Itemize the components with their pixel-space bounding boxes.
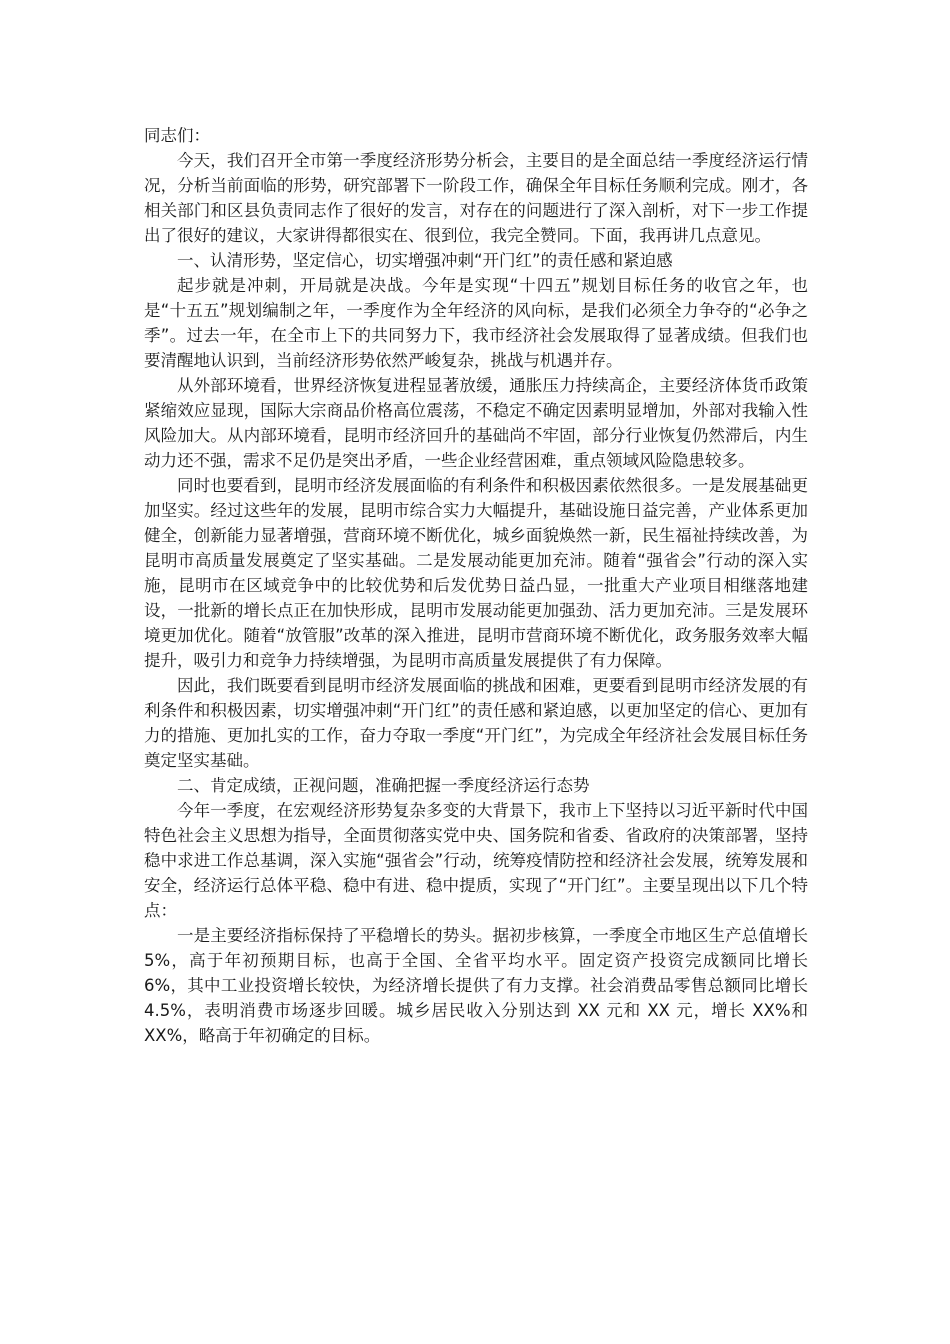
- paragraph-opening: 今天，我们召开全市第一季度经济形势分析会，主要目的是全面总结一季度经济运行情况，分析当前面临的形势，研究部署下一阶段工作，确保全年目标任务顺利完成。刚才，各相关部门和区县负责同志作了很好的发言，对存在的问题进行了深入剖析，对下一步工作提出了很好的建议，大家讲得都很实在、很到位，我完全赞同。下面，我再讲几点意见。: [144, 151, 808, 245]
- paragraph-start: 起步就是冲刺，开局就是决战。今年是实现“十四五”规划目标任务的收官之年，也是“十五五”规划编制之年，一季度作为全年经济的风向标，是我们必须全力争夺的“必争之季”。过去一年，在全市上下的共同努力下，我市经济社会发展取得了显著成绩。但我们也要清醒地认识到，当前经济形势依然严峻复杂，挑战与机遇并存。: [144, 276, 808, 370]
- salutation: 同志们：: [144, 126, 210, 145]
- section-heading-2: 二、肯定成绩，正视问题，准确把握一季度经济运行态势: [177, 776, 590, 795]
- paragraph-indicators: 一是主要经济指标保持了平稳增长的势头。据初步核算，一季度全市地区生产总值增长 5%，高于年初预期目标，也高于全国、全省平均水平。固定资产投资完成额同比增长 6%，其中工业投资增长较快，为经济增长提供了有力支撑。社会消费品零售总额同比增长 4.5%，表明消费市场逐步回暖。城乡居民收入分别达到 XX 元和 XX 元，增长 XX%和 XX%，略高于年初确定的目标。: [144, 926, 808, 1045]
- paragraph-first-quarter: 今年一季度，在宏观经济形势复杂多变的大背景下，我市上下坚持以习近平新时代中国特色社会主义思想为指导，全面贯彻落实党中央、国务院和省委、省政府的决策部署，坚持稳中求进工作总基调，深入实施“强省会”行动，统筹疫情防控和经济社会发展，统筹发展和安全，经济运行总体平稳、稳中有进、稳中提质，实现了“开门红”。主要呈现出以下几个特点：: [144, 801, 808, 920]
- section-heading-1: 一、认清形势，坚定信心，切实增强冲刺“开门红”的责任感和紧迫感: [177, 251, 673, 270]
- paragraph-favorable-conditions: 同时也要看到，昆明市经济发展面临的有利条件和积极因素依然很多。一是发展基础更加坚实。经过这些年的发展，昆明市综合实力大幅提升，基础设施日益完善，产业体系更加健全，创新能力显著增强，营商环境不断优化，城乡面貌焕然一新，民生福祉持续改善，为昆明市高质量发展奠定了坚实基础。二是发展动能更加充沛。随着“强省会”行动的深入实施，昆明市在区域竞争中的比较优势和后发优势日益凸显，一批重大产业项目相继落地建设，一批新的增长点正在加快形成，昆明市发展动能更加强劲、活力更加充沛。三是发展环境更加优化。随着“放管服”改革的深入推进，昆明市营商环境不断优化，政务服务效率大幅提升，吸引力和竞争力持续增强，为昆明市高质量发展提供了有力保障。: [144, 476, 808, 670]
- document-body: [144, 123, 808, 1048]
- paragraph-conclusion-1: 因此，我们既要看到昆明市经济发展面临的挑战和困难，更要看到昆明市经济发展的有利条件和积极因素，切实增强冲刺“开门红”的责任感和紧迫感，以更加坚定的信心、更加有力的措施、更加扎实的工作，奋力夺取一季度“开门红”，为完成全年经济社会发展目标任务奠定坚实基础。: [144, 676, 808, 770]
- paragraph-environment: 从外部环境看，世界经济恢复进程显著放缓，通胀压力持续高企，主要经济体货币政策紧缩效应显现，国际大宗商品价格高位震荡，不稳定不确定因素明显增加，外部对我输入性风险加大。从内部环境看，昆明市经济回升的基础尚不牢固，部分行业恢复仍然滞后，内生动力还不强，需求不足仍是突出矛盾，一些企业经营困难，重点领域风险隐患较多。: [144, 376, 808, 470]
